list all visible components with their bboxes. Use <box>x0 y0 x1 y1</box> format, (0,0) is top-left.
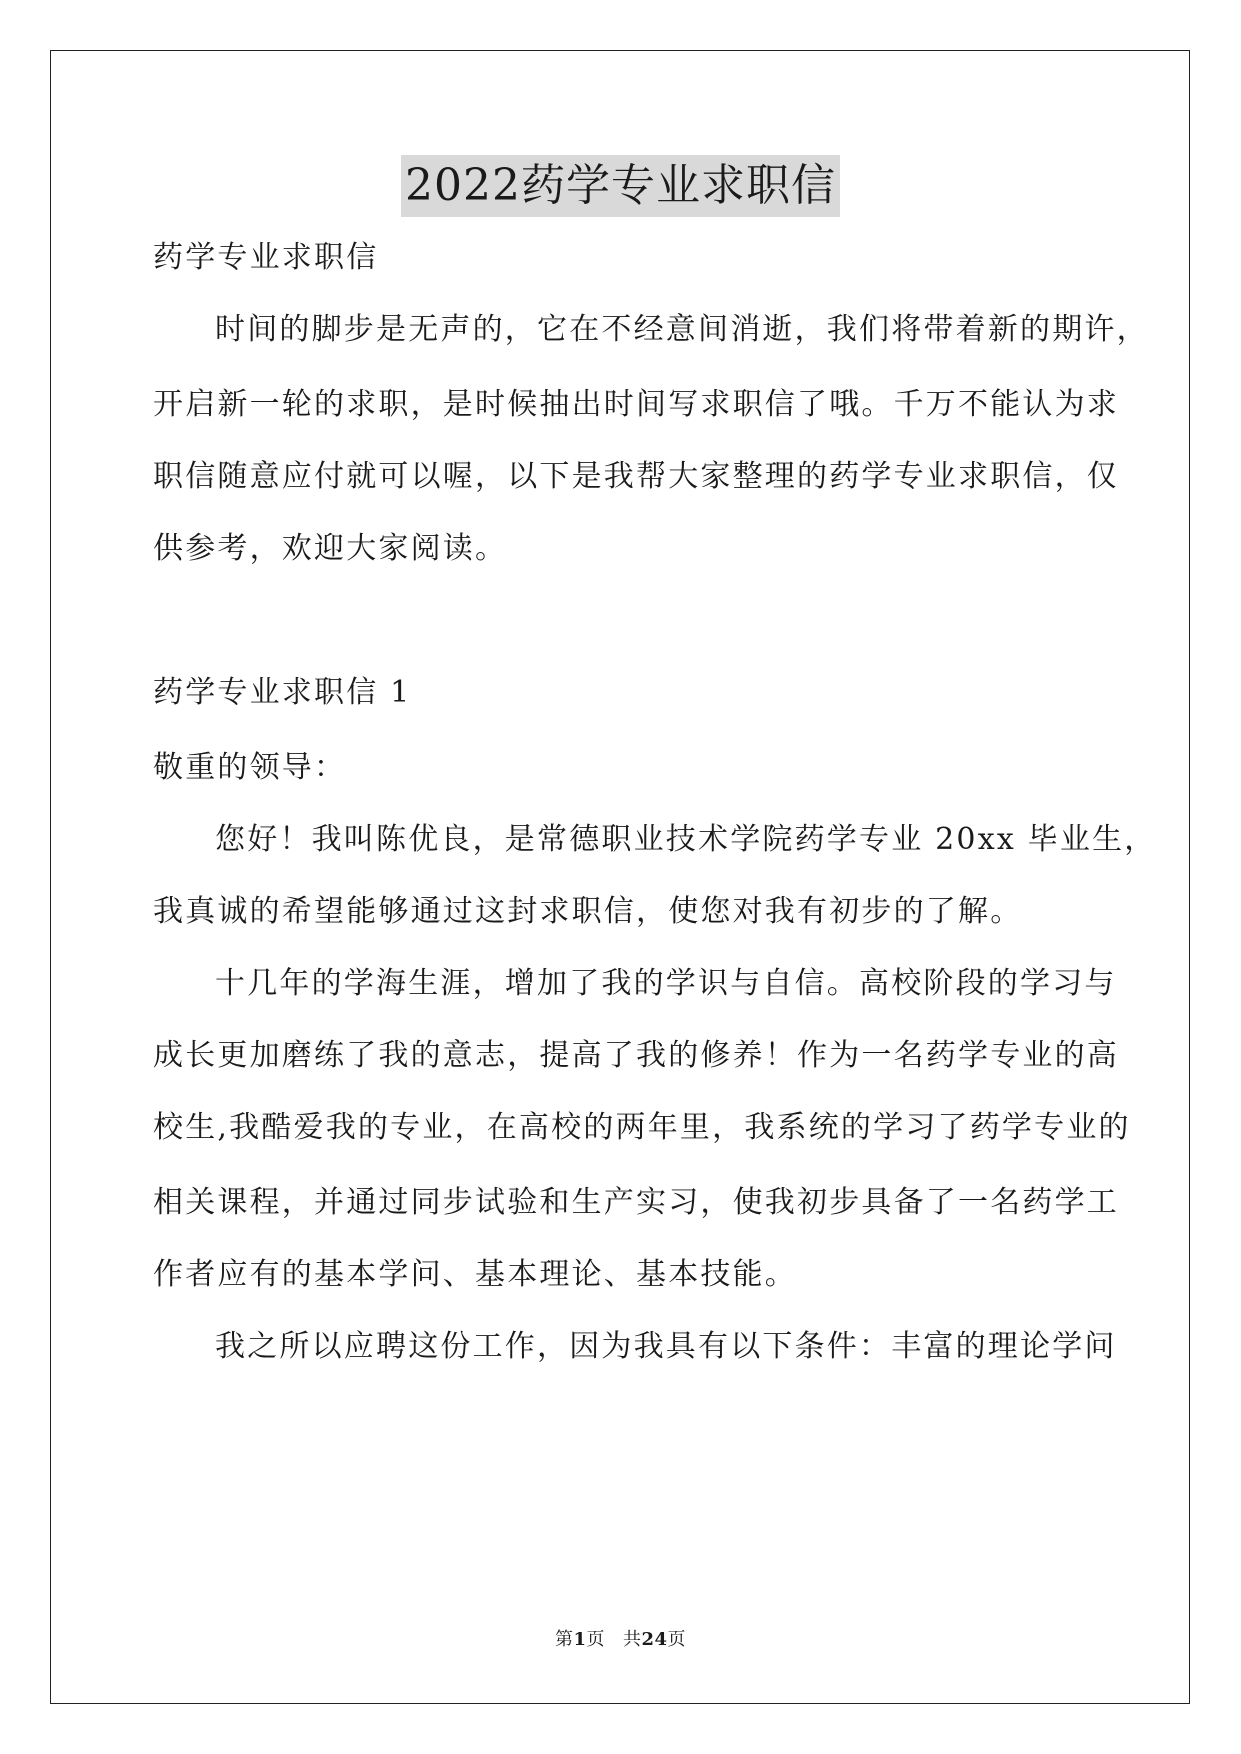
paragraph-line: 您好！我叫陈优良，是常德职业技术学院药学专业 20xx 毕业生， <box>215 822 1157 857</box>
section-heading: 药学专业求职信 1 <box>153 675 412 710</box>
page-footer <box>0 1628 1241 1652</box>
paragraph-line: 我真诚的希望能够通过这封求职信，使您对我有初步的了解。 <box>153 894 1023 929</box>
intro-line: 开启新一轮的求职，是时候抽出时间写求职信了哦。千万不能认为求 <box>153 387 1119 422</box>
document-title: 2022药学专业求职信 <box>401 155 840 217</box>
total-suffix: 页 <box>667 1629 687 1650</box>
page-number: 1 <box>573 1629 587 1650</box>
paragraph-line: 我之所以应聘这份工作，因为我具有以下条件：丰富的理论学问 <box>215 1329 1117 1364</box>
paragraph-line: 作者应有的基本学问、基本理论、基本技能。 <box>153 1257 797 1292</box>
paragraph-line: 相关课程，并通过同步试验和生产实习，使我初步具备了一名药学工 <box>153 1185 1119 1220</box>
total-pages: 24 <box>641 1629 668 1650</box>
salutation: 敬重的领导： <box>153 750 347 785</box>
subtitle-line: 药学专业求职信 <box>153 240 379 275</box>
paragraph-line: 校生,我酷爱我的专业，在高校的两年里，我系统的学习了药学专业的 <box>153 1110 1131 1145</box>
page-border <box>50 50 1190 1704</box>
paragraph-line: 十几年的学海生涯，增加了我的学识与自信。高校阶段的学习与 <box>215 966 1117 1001</box>
intro-line: 时间的脚步是无声的，它在不经意间消逝，我们将带着新的期许， <box>215 312 1149 347</box>
intro-line: 供参考，欢迎大家阅读。 <box>153 531 508 566</box>
page-suffix: 页 <box>586 1629 605 1650</box>
intro-line: 职信随意应付就可以喔，以下是我帮大家整理的药学专业求职信，仅 <box>153 459 1119 494</box>
page-prefix: 第 <box>554 1629 574 1650</box>
total-prefix: 共 <box>622 1629 642 1650</box>
title-wrapper <box>0 155 1241 217</box>
paragraph-line: 成长更加磨练了我的意志，提高了我的修养！作为一名药学专业的高 <box>153 1038 1119 1073</box>
